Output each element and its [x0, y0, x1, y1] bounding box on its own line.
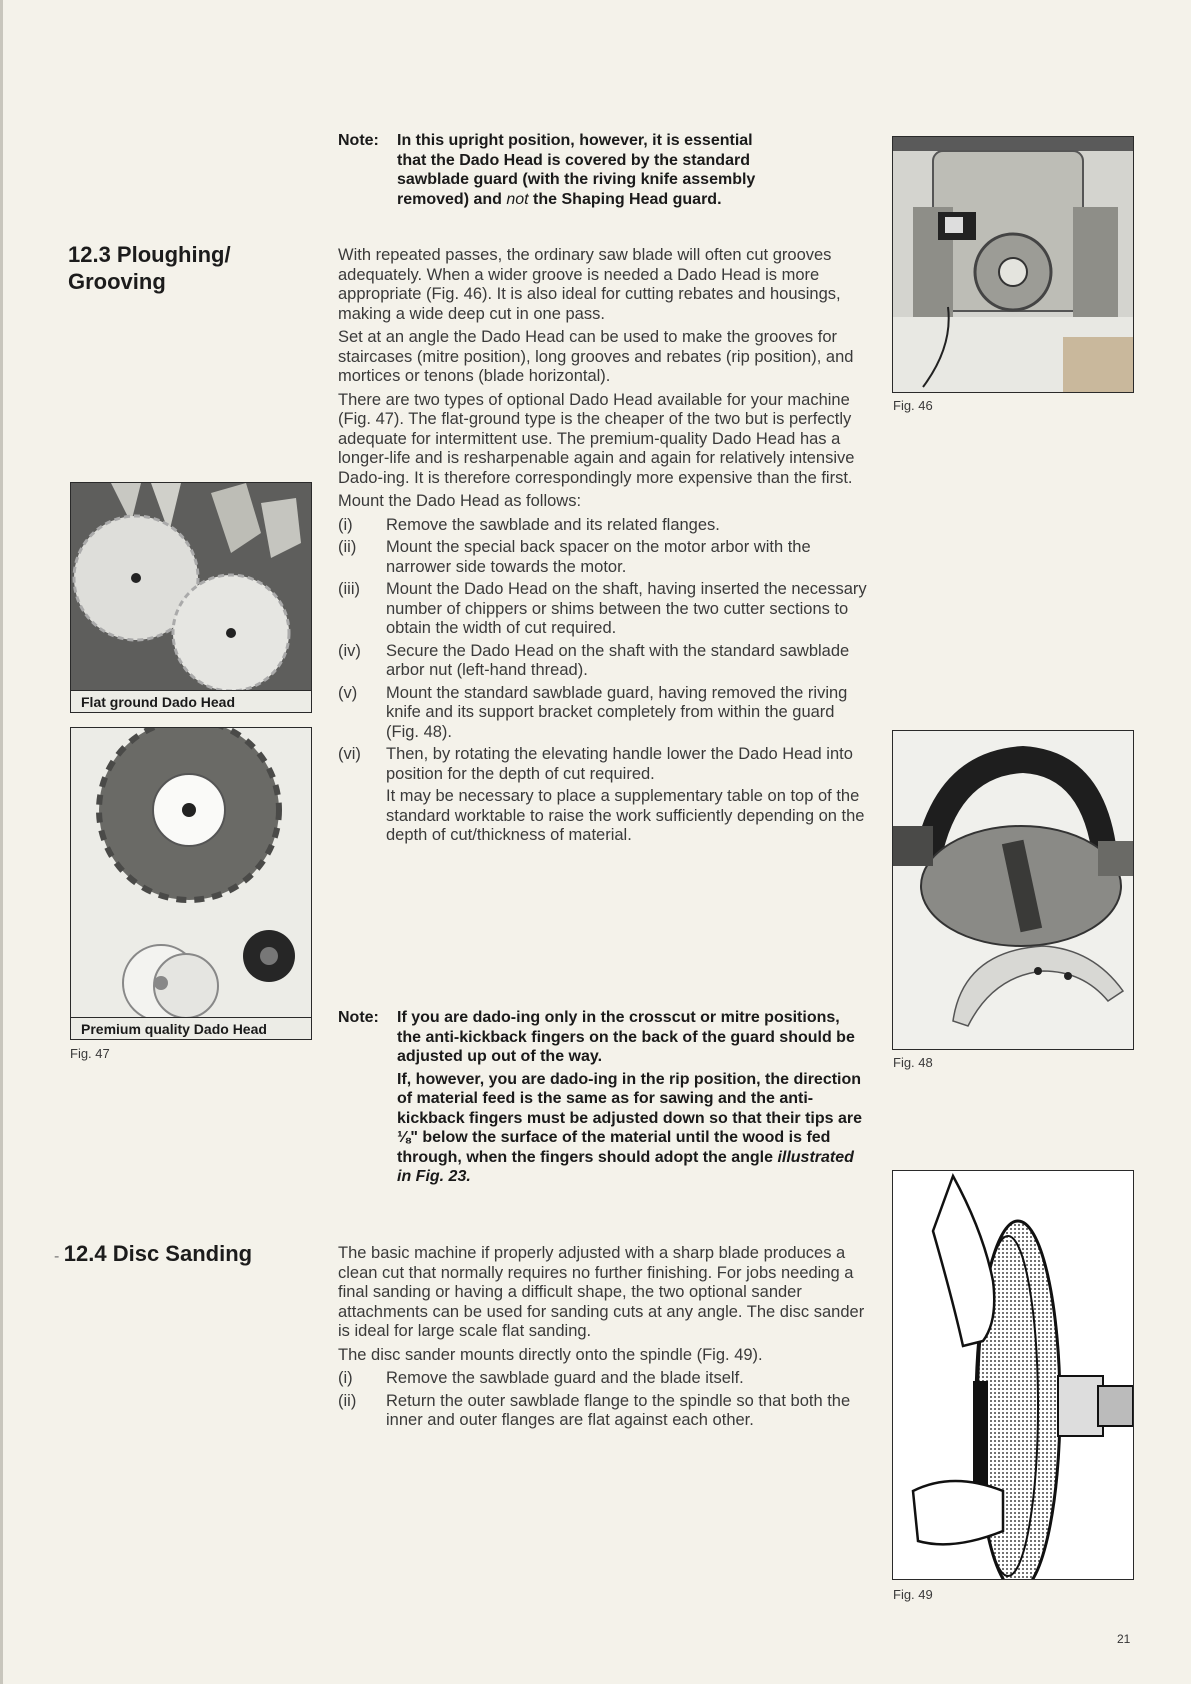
note-middle-para-2a: If, however, you are dado-ing in the rip position, the direction of material feed is the same as for sawing and the anti-kickback fingers must be adjusted down so that their tips are	[397, 1070, 862, 1127]
fig46-saw-motor-illustration	[893, 137, 1133, 392]
fig47-label-flat-ground: Flat ground Dado Head	[71, 690, 311, 712]
fig46-photo	[892, 136, 1134, 393]
list-item-number: (v)	[338, 683, 358, 702]
list-item-text: Secure the Dado Head on the shaft with the standard sawblade arbor nut (left-hand thread).	[386, 641, 850, 679]
list-item	[338, 745, 868, 784]
note-middle-fraction: ⅛"	[397, 1129, 418, 1146]
list-item-number: (i)	[338, 1369, 353, 1387]
list-item-text: Remove the sawblade and its related flanges.	[386, 515, 720, 534]
note-top-emphasis: not	[506, 190, 529, 208]
note-top	[338, 131, 878, 209]
section-12-4-para-2: The disc sander mounts directly onto the spindle (Fig. 49).	[338, 1345, 763, 1364]
list-item-number: (iv)	[338, 641, 361, 660]
note-middle-para-2	[397, 1070, 868, 1187]
fig47-flat-ground-photo	[70, 482, 312, 713]
fig48-caption: Fig. 48	[893, 1055, 933, 1070]
list-item-text: Mount the standard sawblade guard, having removed the riving knife and its support bracket completely from within the guard (Fig. 48).	[386, 683, 848, 741]
section-12-3-heading-line2: Grooving	[68, 269, 166, 294]
section-12-3-para-1: With repeated passes, the ordinary saw blade will often cut grooves adequately. When a wider groove is needed a Dado Head is more appropriate (Fig. 46). It is also ideal for cutting rebates and housings, making a wide deep cut in one pass.	[338, 246, 841, 323]
fig49-illustration-frame	[892, 1170, 1134, 1580]
fig47-label-premium: Premium quality Dado Head	[71, 1017, 311, 1039]
note-top-line-4	[397, 190, 878, 210]
list-item-text: Mount the special back spacer on the motor arbor with the narrower side towards the motor.	[386, 538, 811, 576]
section-12-4-heading: - 12.4 Disc Sanding	[54, 1241, 253, 1266]
note-top-line-4b: the Shaping Head guard.	[528, 190, 722, 208]
list-item-text: Then, by rotating the elevating handle lower the Dado Head into position for the depth of cut required.	[386, 745, 853, 783]
list-item-number: (iii)	[338, 580, 360, 598]
fig47-premium-illustration	[71, 728, 311, 1039]
note-top-line-4a: removed) and	[397, 190, 507, 208]
list-item-text: Return the outer sawblade flange to the spindle so that both the inner and outer flanges are flat against each other.	[386, 1391, 851, 1429]
list-item-number: (ii)	[338, 538, 357, 556]
note-middle-label: Note:	[338, 1009, 379, 1026]
fig46-caption: Fig. 46	[893, 398, 933, 413]
section-12-3-para-2: Set at an angle the Dado Head can be used to make the grooves for staircases (mitre position), long grooves and rebates (rip position), and mortices or tenons (blade horizontal).	[338, 328, 854, 385]
note-top-label: Note:	[338, 132, 379, 149]
section-12-3-heading	[68, 241, 308, 295]
list-item-text: Mount the Dado Head on the shaft, having inserted the necessary number of chippers or shims between the two cutter sections to obtain the width of cut required.	[386, 580, 867, 637]
fig49-caption: Fig. 49	[893, 1587, 933, 1602]
list-item	[338, 516, 868, 536]
fig47-caption: Fig. 47	[70, 1046, 110, 1061]
section-12-3-heading-line1: 12.3 Ploughing/	[68, 242, 231, 267]
note-middle	[338, 1008, 868, 1190]
list-item	[338, 1392, 868, 1431]
list-item-text: Remove the sawblade guard and the blade itself.	[386, 1369, 744, 1387]
list-item-number: (vi)	[338, 745, 361, 763]
list-item	[338, 642, 868, 681]
fig48-photo	[892, 730, 1134, 1050]
list-item-6-extra: It may be necessary to place a supplementary table on top of the standard worktable to raise the work sufficiently depending on the depth of cut/thickness of material.	[386, 787, 865, 844]
section-12-4-para-1: The basic machine if properly adjusted with a sharp blade produces a clean cut that normally requires no further finishing. For jobs needing a final sanding or having a difficult shape, the two optional sander attachments can be used for sanding cuts at any angle. The disc sander is ideal for large scale flat sanding.	[338, 1244, 865, 1340]
page-number: 21	[1117, 1632, 1131, 1646]
fig47-premium-photo	[70, 727, 312, 1040]
section-12-4-body	[338, 1244, 868, 1434]
section-12-4-heading-text: 12.4 Disc Sanding	[63, 1241, 253, 1266]
note-middle-para-2b: below the surface of the material until the wood is fed through, when the fingers should adopt the angle	[397, 1129, 831, 1166]
fig47-flat-ground-illustration	[71, 483, 311, 712]
note-middle-para-1: If you are dado-ing only in the crosscut or mitre positions, the anti-kickback fingers on the back of the guard should be adjusted up out of the way.	[397, 1009, 855, 1065]
fig48-guard-illustration	[893, 731, 1133, 1049]
section-12-3-para-4: Mount the Dado Head as follows:	[338, 492, 582, 510]
list-item-number: (i)	[338, 515, 353, 534]
note-middle-para-2c: illustrated in Fig. 23.	[397, 1148, 854, 1185]
note-top-line-2: that the Dado Head is covered by the standard	[397, 151, 750, 169]
section-12-3-body	[338, 246, 868, 846]
fig49-disc-sander-illustration	[893, 1171, 1133, 1579]
list-item	[338, 580, 868, 639]
list-item	[338, 1369, 868, 1389]
page-edge-shadow	[0, 0, 3, 1684]
list-item	[338, 684, 868, 743]
note-top-line-3: sawblade guard (with the riving knife assembly	[397, 171, 756, 188]
list-item-number: (ii)	[338, 1391, 357, 1410]
list-item	[338, 538, 868, 577]
note-top-line-1: In this upright position, however, it is essential	[397, 132, 753, 149]
section-12-3-para-3: There are two types of optional Dado Head available for your machine (Fig. 47). The flat-ground type is the cheaper of the two but is perfectly adequate for intermittent use. The premium-quality Dado Head has a longer-life and is resharpenable again and again for relatively intensive Dado-ing. It is therefore correspondingly more expensive than the first.	[338, 390, 855, 487]
